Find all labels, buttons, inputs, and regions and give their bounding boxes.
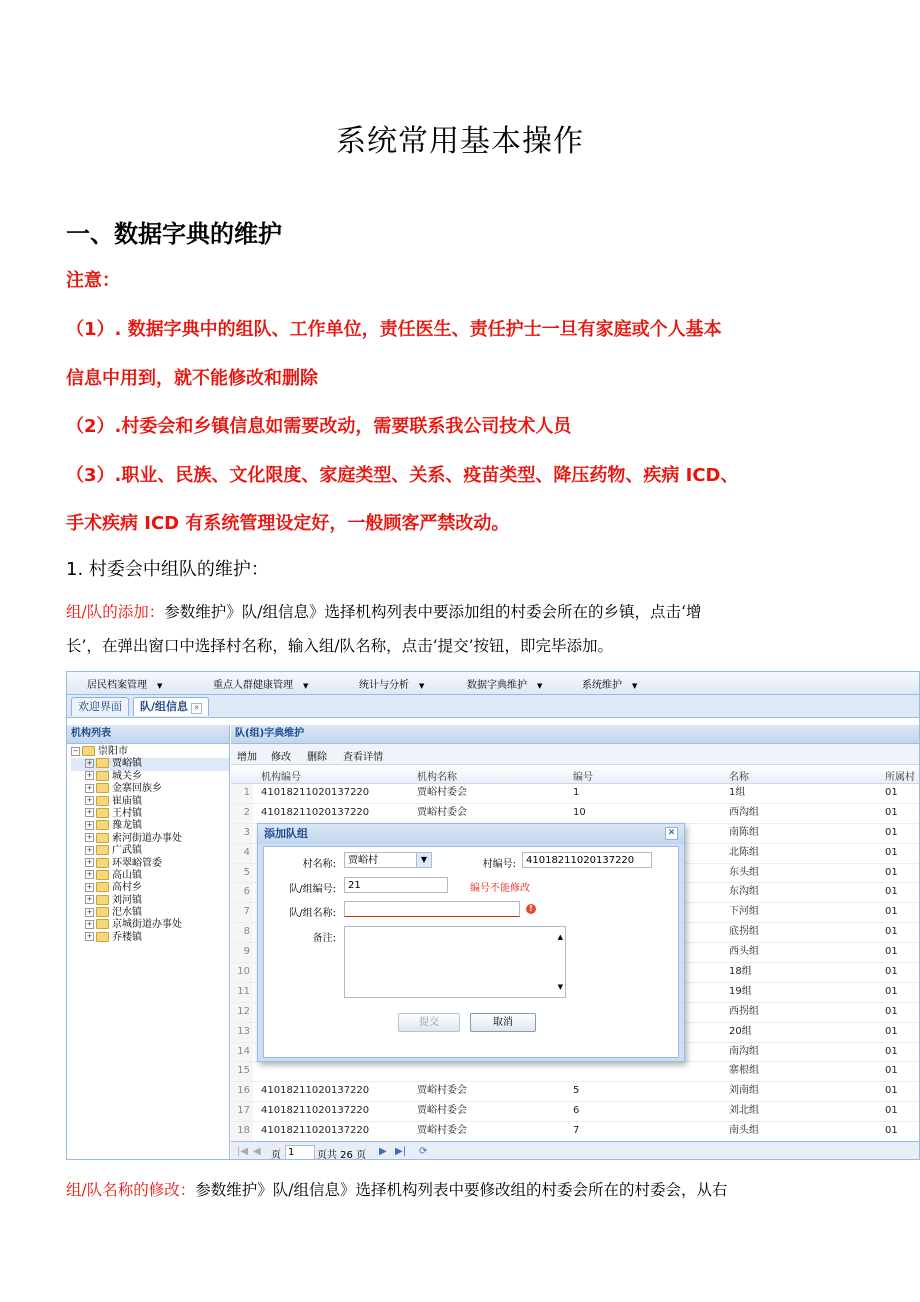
village-no-label: 村编号: [482, 859, 516, 870]
village-name-select[interactable]: 贾峪村 ▼ [344, 852, 432, 868]
table-row[interactable] [231, 1082, 920, 1102]
delete-button[interactable]: 删除 [307, 752, 327, 763]
table-cell: 刘北组 [729, 1105, 759, 1117]
add-paragraph-2: 长’，在弹出窗口中选择村名称，输入组/队名称，点击‘提交’按钮，即完毕添加。 [66, 637, 614, 655]
col-code[interactable]: 编号 [573, 772, 593, 783]
expand-icon[interactable]: + [86, 845, 93, 854]
table-cell: 刘南组 [729, 1085, 759, 1097]
edit-paragraph [66, 1178, 727, 1200]
table-cell: 01 [885, 1025, 898, 1037]
tree-title: 机构列表 [67, 725, 229, 744]
folder-icon [96, 882, 109, 892]
prev-page-icon[interactable]: ◀ [253, 1146, 261, 1157]
table-cell: 01 [885, 906, 898, 918]
note-line-5: 手术疾病 ICD 有系统管理设定好，一般顾客严禁改动。 [66, 513, 510, 534]
row-number: 7 [231, 903, 253, 922]
table-cell: 01 [885, 1005, 898, 1017]
table-cell: 南沟组 [729, 1045, 759, 1057]
table-cell: 41018211020137220 [261, 1105, 370, 1117]
table-cell: 南陈组 [729, 826, 759, 838]
table-cell: 下河组 [729, 906, 759, 918]
tree-item[interactable]: + 豫龙镇 [86, 820, 142, 832]
menu-key-population[interactable]: 重点人群健康管理 ▼ [213, 680, 309, 691]
grid-title: 队(组)字典维护 [231, 725, 920, 744]
last-page-icon[interactable]: ▶| [395, 1146, 407, 1157]
village-name-label: 村名称: [302, 859, 336, 870]
table-cell: 20组 [729, 1025, 752, 1037]
col-village[interactable]: 所属村 [885, 772, 915, 783]
note-label: 注意： [66, 270, 120, 291]
table-cell: 西头组 [729, 946, 759, 958]
table-cell: 贾峪村委会 [417, 1085, 467, 1097]
expand-icon[interactable]: + [86, 771, 93, 780]
tree-item[interactable]: + 金寨回族乡 [86, 783, 162, 795]
table-cell: 41018211020137220 [261, 1125, 370, 1137]
col-name[interactable]: 名称 [729, 772, 749, 783]
row-number: 17 [231, 1102, 253, 1121]
row-number: 15 [231, 1062, 253, 1081]
group-name-field[interactable] [344, 901, 520, 917]
page-input[interactable]: 1 [285, 1145, 315, 1160]
group-no-hint: 编号不能修改 [470, 883, 530, 894]
folder-icon [96, 808, 109, 818]
table-cell: 01 [885, 1065, 898, 1077]
add-paragraph-1 [66, 600, 701, 622]
menu-resident-records[interactable]: 居民档案管理 ▼ [87, 680, 163, 691]
row-number: 2 [231, 804, 253, 823]
table-cell: 41018211020137220 [261, 787, 370, 798]
remark-textarea[interactable] [344, 926, 566, 998]
row-number: 13 [231, 1023, 253, 1042]
folder-icon [96, 845, 109, 855]
tree-root[interactable]: − 崇阳市 [72, 746, 128, 757]
table-cell: 19组 [729, 985, 752, 997]
table-cell: 01 [885, 1085, 898, 1097]
table-cell: 01 [885, 886, 898, 898]
table-cell: 贾峪村委会 [417, 806, 467, 818]
page-label: 页 [271, 1150, 281, 1160]
next-page-icon[interactable]: ▶ [379, 1146, 387, 1157]
row-number: 18 [231, 1122, 253, 1141]
table-cell: 01 [885, 966, 898, 978]
folder-icon [96, 758, 109, 768]
folder-icon [96, 783, 109, 793]
folder-icon [96, 870, 109, 880]
table-cell: 01 [885, 1045, 898, 1057]
table-cell: 寨根组 [729, 1065, 759, 1077]
menu-bar [67, 672, 919, 695]
table-cell: 贾峪村委会 [417, 1125, 467, 1137]
folder-icon [96, 796, 109, 806]
expand-icon[interactable]: + [86, 858, 93, 867]
chevron-down-icon: ▼ [416, 853, 431, 867]
note-line-1: （1）. 数据字典中的组队、工作单位，责任医生、责任护士一旦有家庭或个人基本 [66, 319, 722, 340]
close-icon[interactable]: ✕ [191, 703, 202, 714]
note-line-2: 信息中用到，就不能修改和删除 [66, 368, 318, 389]
org-tree-panel [67, 725, 230, 1160]
table-cell: 01 [885, 826, 898, 838]
tree-item[interactable]: + 贾峪镇 [71, 758, 229, 770]
group-name-label: 队/组名称: [289, 908, 336, 919]
section-heading: 一、数据字典的维护 [66, 220, 282, 248]
subsection-heading: 1. 村委会中组队的维护： [66, 559, 269, 580]
tree-item[interactable]: + 城关乡 [86, 770, 142, 782]
table-cell: 01 [885, 926, 898, 938]
group-no-field[interactable]: 21 [344, 877, 448, 893]
row-number: 12 [231, 1003, 253, 1022]
table-cell: 1 [573, 787, 580, 798]
table-cell: 01 [885, 787, 898, 798]
tree-item[interactable]: + 王村镇 [86, 807, 142, 819]
expand-icon[interactable]: + [86, 882, 93, 891]
edit-lead: 组/队名称的修改： [66, 1181, 196, 1199]
table-cell: 1组 [729, 787, 746, 798]
table-cell: 西拐组 [729, 1005, 759, 1017]
tree-item[interactable]: + 崔庙镇 [86, 795, 142, 807]
add-text-1: 参数维护》队/组信息》选择机构列表中要添加组的村委会所在的乡镇，点击‘增 [164, 603, 702, 621]
expand-icon[interactable]: + [86, 808, 93, 817]
cancel-button[interactable]: 取消 [470, 1013, 536, 1032]
dialog-body [263, 846, 679, 1058]
tree-item[interactable]: + 乔楼镇 [86, 931, 142, 943]
village-no-field[interactable]: 41018211020137220 [522, 852, 652, 868]
scroll-up-icon: ▲ [557, 933, 563, 941]
view-details-button[interactable]: 查看详情 [343, 752, 383, 763]
tab-bar [67, 695, 919, 718]
expand-icon[interactable]: + [86, 907, 93, 916]
tree-item[interactable]: + 京城街道办事处 [86, 919, 182, 931]
tree-item[interactable]: + 高村乡 [86, 882, 142, 894]
menu-system[interactable]: 系统维护 ▼ [582, 680, 638, 691]
col-org-name[interactable]: 机构名称 [417, 772, 457, 783]
folder-icon [96, 858, 109, 868]
row-number: 4 [231, 844, 253, 863]
scroll-down-icon: ▼ [557, 983, 563, 991]
expand-icon[interactable]: + [86, 919, 93, 928]
close-icon[interactable]: ✕ [665, 827, 678, 840]
table-cell: 01 [885, 806, 898, 818]
folder-icon [96, 820, 109, 830]
row-number: 14 [231, 1043, 253, 1062]
table-cell: 01 [885, 1125, 898, 1137]
table-cell: 5 [573, 1085, 580, 1097]
table-cell: 7 [573, 1125, 580, 1137]
grid-toolbar [231, 744, 920, 765]
tab-welcome[interactable]: 欢迎界面 [71, 697, 129, 716]
tree-item[interactable]: + 刘河镇 [86, 894, 142, 906]
add-group-dialog [257, 823, 685, 1062]
page-total: 页共 26 页 [317, 1150, 367, 1160]
row-number: 16 [231, 1082, 253, 1101]
folder-icon [96, 895, 109, 905]
note-line-3: （2）.村委会和乡镇信息如需要改动，需要联系我公司技术人员 [66, 416, 572, 437]
menu-statistics[interactable]: 统计与分析 ▼ [359, 680, 425, 691]
folder-icon [96, 833, 109, 843]
app-screenshot [66, 671, 920, 1160]
row-number: 11 [231, 983, 253, 1002]
table-row[interactable] [231, 1122, 920, 1142]
table-cell: 01 [885, 1105, 898, 1117]
expand-icon[interactable]: + [86, 895, 93, 904]
group-no-label: 队/组编号: [289, 884, 336, 895]
table-cell: 01 [885, 846, 898, 858]
table-cell: 东沟组 [729, 886, 759, 898]
table-cell: 贾峪村委会 [417, 1105, 467, 1117]
table-cell: 底拐组 [729, 926, 759, 938]
collapse-icon: − [72, 746, 79, 755]
row-number: 9 [231, 943, 253, 962]
refresh-icon[interactable]: ⟳ [419, 1146, 428, 1157]
row-number: 5 [231, 864, 253, 883]
note-line-4: （3）.职业、民族、文化限度、家庭类型、关系、疫苗类型、降压药物、疾病 ICD、 [66, 465, 739, 486]
expand-icon[interactable]: + [86, 833, 93, 842]
doc-title: 系统常用基本操作 [336, 124, 584, 159]
first-page-icon[interactable]: |◀ [237, 1146, 249, 1157]
dialog-title: 添加队组 [258, 824, 684, 844]
table-row[interactable] [231, 804, 920, 824]
expand-icon[interactable]: + [86, 870, 93, 879]
folder-icon [82, 746, 95, 756]
col-org-code[interactable]: 机构编号 [261, 772, 301, 783]
row-number: 1 [231, 784, 253, 803]
row-number: 3 [231, 824, 253, 843]
table-cell: 贾峪村委会 [417, 787, 467, 798]
table-cell: 北陈组 [729, 846, 759, 858]
add-button[interactable]: 增加 [237, 752, 257, 763]
grid-header [231, 765, 920, 784]
tree-item[interactable]: + 高山镇 [86, 869, 142, 881]
tree-item[interactable]: + 环翠峪管委 [86, 857, 162, 869]
expand-icon[interactable]: + [86, 820, 93, 829]
expand-icon[interactable]: + [86, 758, 93, 767]
folder-icon [96, 932, 109, 942]
folder-icon [96, 771, 109, 781]
expand-icon[interactable]: + [86, 932, 93, 941]
table-row[interactable] [231, 1062, 920, 1082]
table-cell: 01 [885, 866, 898, 878]
remark-label: 备注: [312, 933, 336, 944]
submit-button[interactable]: 提交 [398, 1013, 460, 1032]
error-icon: ! [526, 904, 536, 914]
menu-dictionary[interactable]: 数据字典维护 ▼ [467, 680, 543, 691]
edit-text: 参数维护》队/组信息》选择机构列表中要修改组的村委会所在的村委会，从右 [195, 1181, 728, 1199]
expand-icon[interactable]: + [86, 783, 93, 792]
row-number: 10 [231, 963, 253, 982]
edit-button[interactable]: 修改 [271, 752, 291, 763]
folder-icon [96, 919, 109, 929]
table-cell: 6 [573, 1105, 580, 1117]
table-cell: 41018211020137220 [261, 806, 370, 818]
tree-item[interactable]: + 索河街道办事处 [86, 832, 182, 844]
table-row[interactable] [231, 1102, 920, 1122]
table-cell: 01 [885, 946, 898, 958]
row-number: 6 [231, 883, 253, 902]
tree-item[interactable]: + 广武镇 [86, 845, 142, 857]
table-cell: 10 [573, 806, 586, 818]
tree-item[interactable]: + 汜水镇 [86, 907, 142, 919]
table-cell: 01 [885, 985, 898, 997]
expand-icon[interactable]: + [86, 796, 93, 805]
tab-group-info[interactable]: 队/组信息 ✕ [133, 697, 209, 716]
table-cell: 南头组 [729, 1125, 759, 1137]
table-row[interactable] [231, 784, 920, 804]
row-number: 8 [231, 923, 253, 942]
pager [231, 1141, 920, 1160]
folder-icon [96, 907, 109, 917]
table-cell: 18组 [729, 966, 752, 978]
table-cell: 41018211020137220 [261, 1085, 370, 1097]
add-lead: 组/队的添加： [66, 603, 165, 621]
table-cell: 东头组 [729, 866, 759, 878]
table-cell: 西沟组 [729, 806, 759, 818]
